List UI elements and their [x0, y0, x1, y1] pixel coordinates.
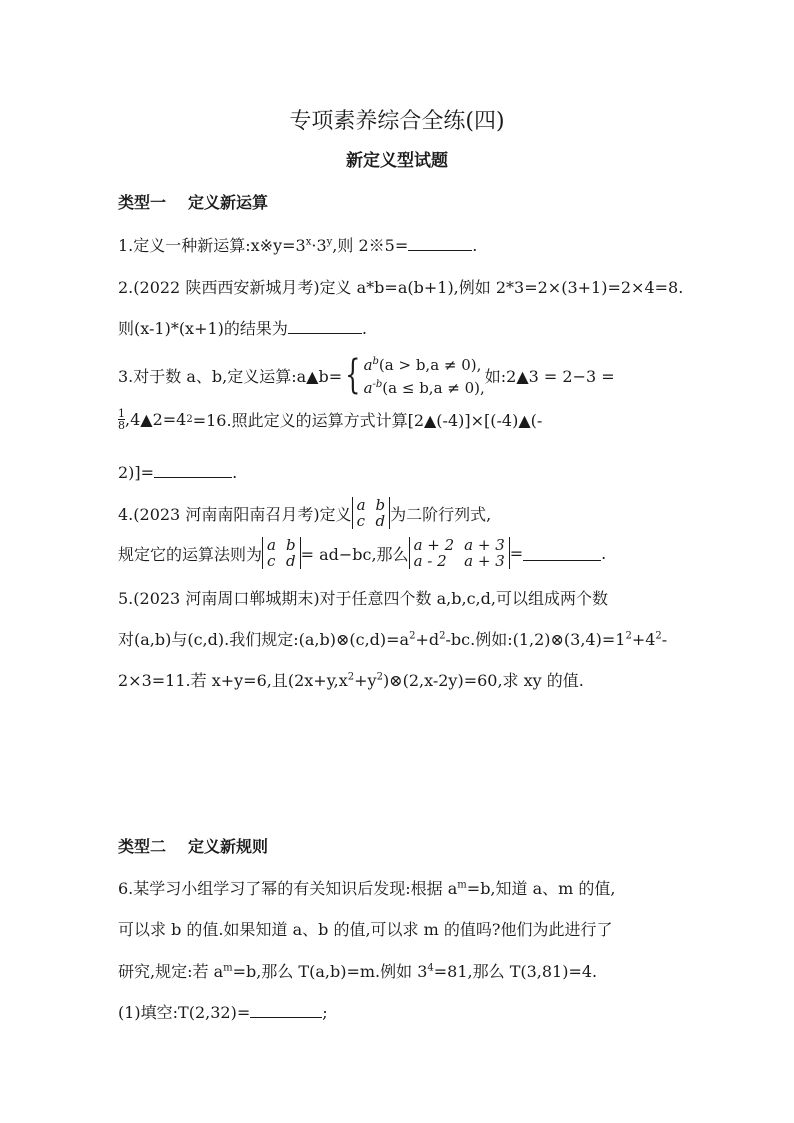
- question-6-sub-1: (1)填空:T(2,32)= ;: [118, 1003, 328, 1022]
- question-5-line-1: 5.(2023 河南周口郸城期末)对于任意四个数 a,b,c,d,可以组成两个数: [118, 589, 608, 608]
- section-name: 定义新运算: [188, 193, 269, 212]
- question-6-line-3: 研究,规定:若 $a^m=b$,那么 T(a,b)=m.例如 $3^4=81$,那么 T(3,81)=4.: [118, 962, 598, 981]
- question-5-line-3: 2×3=11.若 x+y=6,且$(2x+y,x^2+y^2)\otimes(2,x-2y)=60$,求 xy 的值.: [118, 671, 584, 690]
- determinant: a b c d: [262, 537, 301, 569]
- section-heading-1: [118, 190, 268, 213]
- question-6-line-1: 6.某学习小组学习了幂的有关知识后发现:根据 $a^m=b$,知道 a、m 的值,: [118, 879, 616, 898]
- piecewise-definition: { $a^b(a > b,a \ne 0)$, $a^{-b}(a \le b,a \ne 0)$,: [345, 352, 485, 398]
- page-title: 专项素养综合全练(四): [289, 109, 505, 134]
- question-2-line-1: 2.(2022 陕西西安新城月考)定义 a*b=a(b+1),例如 2*3=2×(3+1)=2×4=8.: [118, 278, 684, 297]
- question-4-line-1: 4.(2023 河南南阳南召月考)定义 a b c d 为二阶行列式,: [118, 496, 492, 530]
- question-3-line-3: 2)]= .: [118, 463, 238, 482]
- question-2-line-2: 则(x-1)*(x+1)的结果为 .: [118, 319, 368, 338]
- answer-blank[interactable]: [154, 463, 232, 478]
- answer-blank[interactable]: [288, 319, 362, 334]
- answer-blank[interactable]: [250, 1003, 322, 1018]
- question-4-line-2: 规定它的运算法则为 a b c d = ad−bc,那么 a + 2 a + 3 a - 2 a + 3 = .: [118, 536, 607, 570]
- section-name: 定义新规则: [188, 837, 269, 856]
- question-3-line-2: $\frac{1}{8}$ ,4▲2=4 2 =16.照此定义的运算方式计算[2▲(-4)]×[(-4)▲(-: [118, 407, 543, 432]
- section-label: 类型二: [118, 837, 167, 856]
- answer-blank[interactable]: [523, 546, 601, 561]
- question-6-line-2: 可以求 b 的值.如果知道 a、b 的值,可以求 m 的值吗?他们为此进行了: [118, 920, 613, 939]
- page-subtitle: 新定义型试题: [346, 151, 448, 171]
- question-5-line-2: 对(a,b)与(c,d).我们规定$:(a,b)\otimes(c,d)=a^2+d^2-bc$.例如$:(1,2)\otimes(3,4)=1^2+4^2-$: [118, 630, 668, 649]
- fraction: $\frac{1}{8}$: [118, 407, 125, 432]
- section-label: 类型一: [118, 193, 167, 212]
- question-3-line-1: 3.对于数 a、b,定义运算:a▲b= { $a^b(a > b,a \ne 0)$, $a^{-b}(a \le b,a \ne 0)$, 如:2▲3 = 2−3 =: [118, 352, 615, 398]
- answer-blank[interactable]: [408, 236, 472, 251]
- determinant-2: a + 2 a + 3 a - 2 a + 3: [409, 537, 510, 569]
- brace-icon: {: [345, 352, 361, 398]
- question-1: 1.定义一种新运算$:x※y=3^x\cdot 3^y$,则 2※5= .: [118, 236, 478, 255]
- determinant: a b c d: [352, 497, 391, 529]
- section-heading-2: [118, 834, 268, 857]
